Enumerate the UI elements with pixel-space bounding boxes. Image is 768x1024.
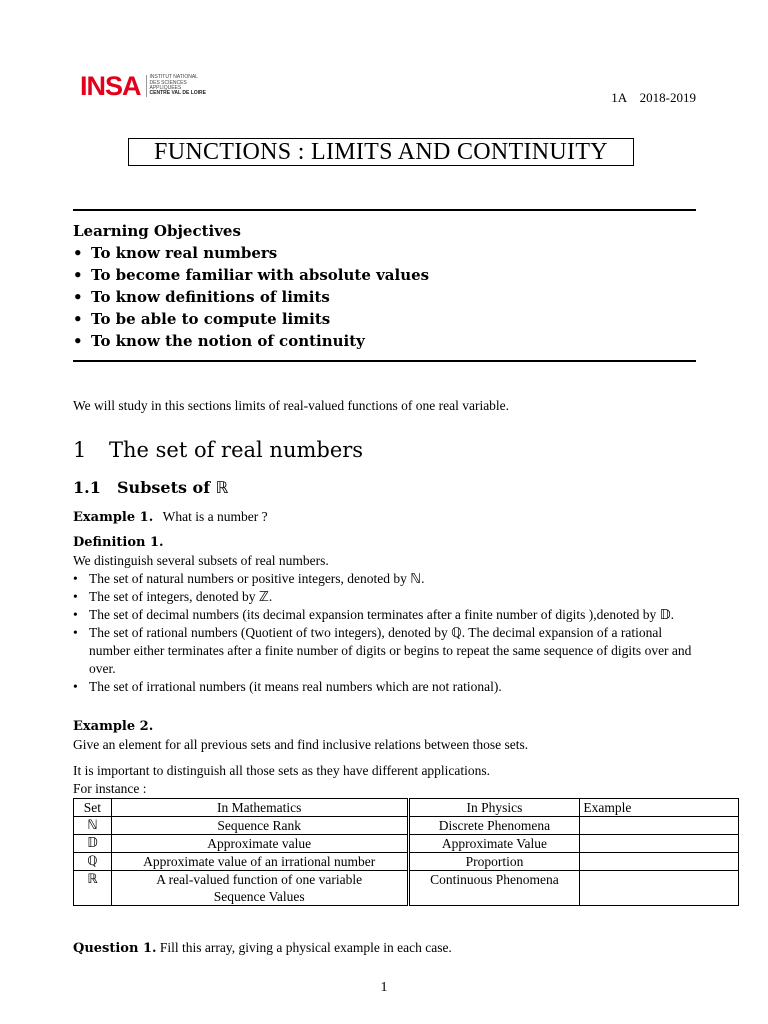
table-row <box>74 835 739 853</box>
example-1 <box>73 508 698 527</box>
math-cell: Approximate value <box>111 835 408 853</box>
definition-label: Definition 1. <box>73 535 164 550</box>
question-text: Fill this array, giving a physical example in each case. <box>159 940 452 955</box>
column-header: In Mathematics <box>111 799 408 817</box>
page-number: 1 <box>380 980 388 995</box>
important-note: It is important to distinguish all those sets as they have different applications. For instance : <box>73 762 698 798</box>
column-header: In Physics <box>408 799 580 817</box>
logo-subtitle <box>146 75 207 97</box>
example-cell[interactable] <box>580 817 739 835</box>
sets-table <box>73 798 739 906</box>
definition-intro: We distinguish several subsets of real numbers. <box>73 553 329 568</box>
objective-item: • To know definitions of limits <box>73 288 330 306</box>
example-label: Example 1. <box>73 510 154 525</box>
logo-line: APPLIQUÉES <box>149 85 182 91</box>
subsection-heading: 1.1 Subsets of ℝ <box>73 478 229 497</box>
list-item: • The set of decimal numbers (its decimal expansion terminates after a finite number of digits ),denoted by 𝔻. <box>73 606 698 624</box>
question-1 <box>73 939 698 958</box>
learning-objectives <box>73 220 696 352</box>
math-cell: Sequence Rank <box>111 817 408 835</box>
bottom-divider <box>73 360 696 362</box>
objective-item: • To be able to compute limits <box>73 310 331 328</box>
set-cell: ℚ <box>74 853 112 871</box>
year-label: 1A <box>611 90 627 105</box>
example-cell[interactable] <box>580 835 739 853</box>
example-label: Example 2. <box>73 719 154 734</box>
example-text: What is a number ? <box>162 509 268 524</box>
reals-symbol: ℝ <box>215 478 229 497</box>
question-label: Question 1. <box>73 941 157 956</box>
list-item: • The set of natural numbers or positive integers, denoted by ℕ. <box>73 570 698 588</box>
physics-cell: Proportion <box>408 853 580 871</box>
logo-wordmark: INSA <box>80 71 141 101</box>
objective-item: • To know the notion of continuity <box>73 332 365 350</box>
example-cell[interactable] <box>580 871 739 906</box>
list-item: • The set of rational numbers (Quotient of two integers), denoted by ℚ. The decimal expansion of a rational number either terminates after a finite number of digits or begins to repeat the same sequence of digits over and over. <box>73 624 698 678</box>
objective-item: • To become familiar with absolute values <box>73 266 430 284</box>
physics-cell: Approximate Value <box>408 835 580 853</box>
academic-year: 2018-2019 <box>639 90 696 105</box>
list-item: • The set of irrational numbers (it means real numbers which are not rational). <box>73 678 698 696</box>
set-cell: ℝ <box>74 871 112 906</box>
set-cell: 𝔻 <box>74 835 112 853</box>
example-2 <box>73 718 698 754</box>
objective-item: • To know real numbers <box>73 244 278 262</box>
table-header-row <box>74 799 739 817</box>
table-row <box>74 817 739 835</box>
header-year <box>611 90 696 106</box>
list-item: • The set of integers, denoted by ℤ. <box>73 588 698 606</box>
top-divider <box>73 209 696 211</box>
column-header: Set <box>74 799 112 817</box>
example-cell[interactable] <box>580 853 739 871</box>
logo-line: DES SCIENCES <box>149 79 187 86</box>
definition-list <box>73 570 698 696</box>
set-cell: ℕ <box>74 817 112 835</box>
logo-line: CENTRE VAL DE LOIRE <box>149 90 207 97</box>
intro-paragraph: We will study in this sections limits of real-valued functions of one real variable. <box>73 398 510 413</box>
table-row <box>74 871 739 906</box>
insa-logo <box>80 72 206 100</box>
math-cell: Approximate value of an irrational number <box>111 853 408 871</box>
table-row <box>74 853 739 871</box>
physics-cell: Discrete Phenomena <box>408 817 580 835</box>
column-header: Example <box>580 799 739 817</box>
math-cell: A real-valued function of one variable Sequence Values <box>111 871 408 906</box>
objectives-heading: Learning Objectives <box>73 222 241 240</box>
logo-line: INSTITUT NATIONAL <box>149 74 198 81</box>
section-heading: 1 The set of real numbers <box>73 438 364 462</box>
definition-1 <box>73 534 698 696</box>
physics-cell: Continuous Phenomena <box>408 871 580 906</box>
page-title: FUNCTIONS : LIMITS AND CONTINUITY <box>128 138 634 166</box>
for-instance: For instance : <box>73 781 147 796</box>
example-text: Give an element for all previous sets and find inclusive relations between those sets. <box>73 737 529 752</box>
